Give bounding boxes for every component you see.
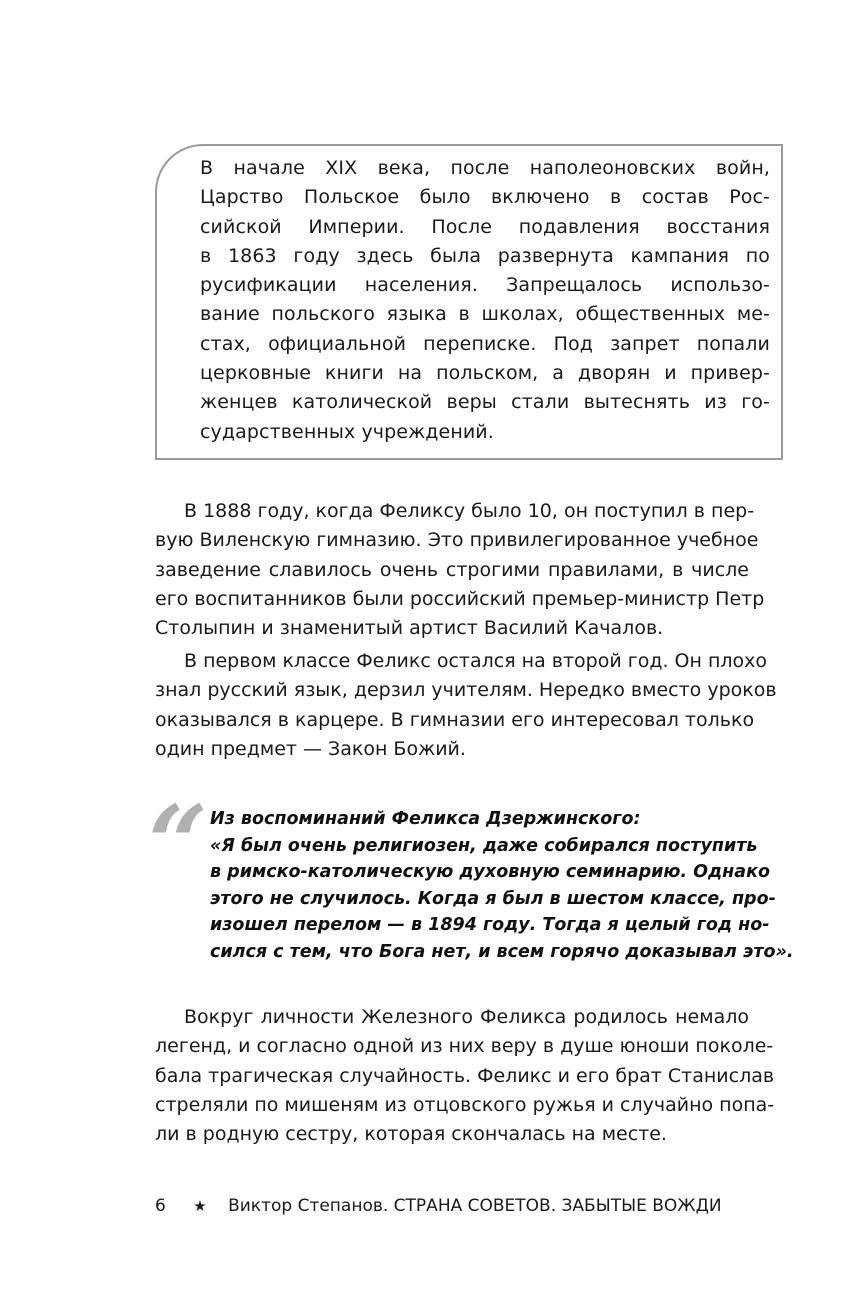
star-icon: ★	[193, 1197, 207, 1215]
sidebar-line: стах, официальной переписке. Под запрет попали	[200, 332, 770, 355]
sidebar-line: церковные книги на польском, а дворян и привер-	[200, 362, 770, 385]
page-number: 6	[155, 1196, 166, 1216]
paragraph-line: знал русский язык, дерзил учителям. Нередко вместо уроков	[155, 679, 777, 702]
paragraph-line: его воспитанников были российский премьер-министр Петр	[155, 587, 765, 610]
paragraph-line: легенд, и согласно одной из них веру в душе юноши поколе-	[155, 1035, 774, 1058]
paragraph-3	[155, 1003, 775, 1149]
paragraph-2	[155, 647, 777, 764]
quote-line: Из воспоминаний Феликса Дзержинского:	[210, 809, 641, 829]
paragraph-line: вую Виленскую гимназию. Это привилегированное учебное	[155, 529, 759, 552]
sidebar-line: русификации населения. Запрещалось использо-	[200, 274, 770, 297]
quote-line: изошел перелом — в 1894 году. Тогда я целый год но-	[210, 915, 770, 936]
sidebar-text	[200, 154, 770, 447]
quote-line: в римско-католическую духовную семинарию. Однако	[210, 862, 770, 883]
quote-line: этого не случилось. Когда я был в шестом классе, про-	[210, 888, 776, 909]
sidebar-line: вание польского языка в школах, общественных ме-	[200, 303, 770, 326]
paragraph-line: Вокруг личности Железного Феликса родилось немало	[184, 1006, 749, 1028]
quote-line: сился с тем, что Бога нет, и всем горячо доказывал это».	[210, 941, 794, 962]
paragraph-line: В 1888 году, когда Феликсу было 10, он поступил в пер-	[184, 500, 755, 522]
sidebar-line: сийской Империи. После подавления восстания	[200, 215, 770, 238]
sidebar-line: Царство Польское было включено в состав Рос-	[200, 186, 770, 209]
paragraph-line: стреляли по мишеням из отцовского ружья и случайно попа-	[155, 1093, 775, 1116]
sidebar-line: в 1863 году здесь была развернута кампания по	[200, 244, 770, 267]
sidebar-line: В начале XIX века, после наполеоновских войн,	[200, 157, 770, 179]
paragraph-line: оказывался в карцере. В гимназии его интересовал только	[155, 708, 755, 731]
page-footer	[155, 1196, 722, 1216]
sidebar-line: женцев католической веры стали вытеснять из го-	[200, 391, 770, 414]
quote-mark-icon: “	[148, 782, 208, 905]
paragraph-line: Столыпин и знаменитый артист Василий Качалов.	[155, 617, 664, 640]
memoir-quote	[210, 806, 794, 966]
sidebar-line: сударственных учреждений.	[200, 420, 494, 443]
paragraph-line: бала трагическая случайность. Феликс и его брат Станислав	[155, 1064, 775, 1087]
paragraph-line: один предмет — Закон Божий.	[155, 737, 466, 760]
paragraph-line: В первом классе Феликс остался на второй год. Он плохо	[184, 650, 768, 672]
quote-line: «Я был очень религиозен, даже собирался поступить	[210, 835, 758, 856]
running-footer-title: Виктор Степанов. СТРАНА СОВЕТОВ. ЗАБЫТЫЕ ВОЖДИ	[228, 1196, 722, 1216]
paragraph-line: ли в родную сестру, которая скончалась на месте.	[155, 1123, 667, 1146]
paragraph-line: заведение славилось очень строгими правилами, в числе	[155, 558, 749, 581]
paragraph-1	[155, 497, 765, 643]
